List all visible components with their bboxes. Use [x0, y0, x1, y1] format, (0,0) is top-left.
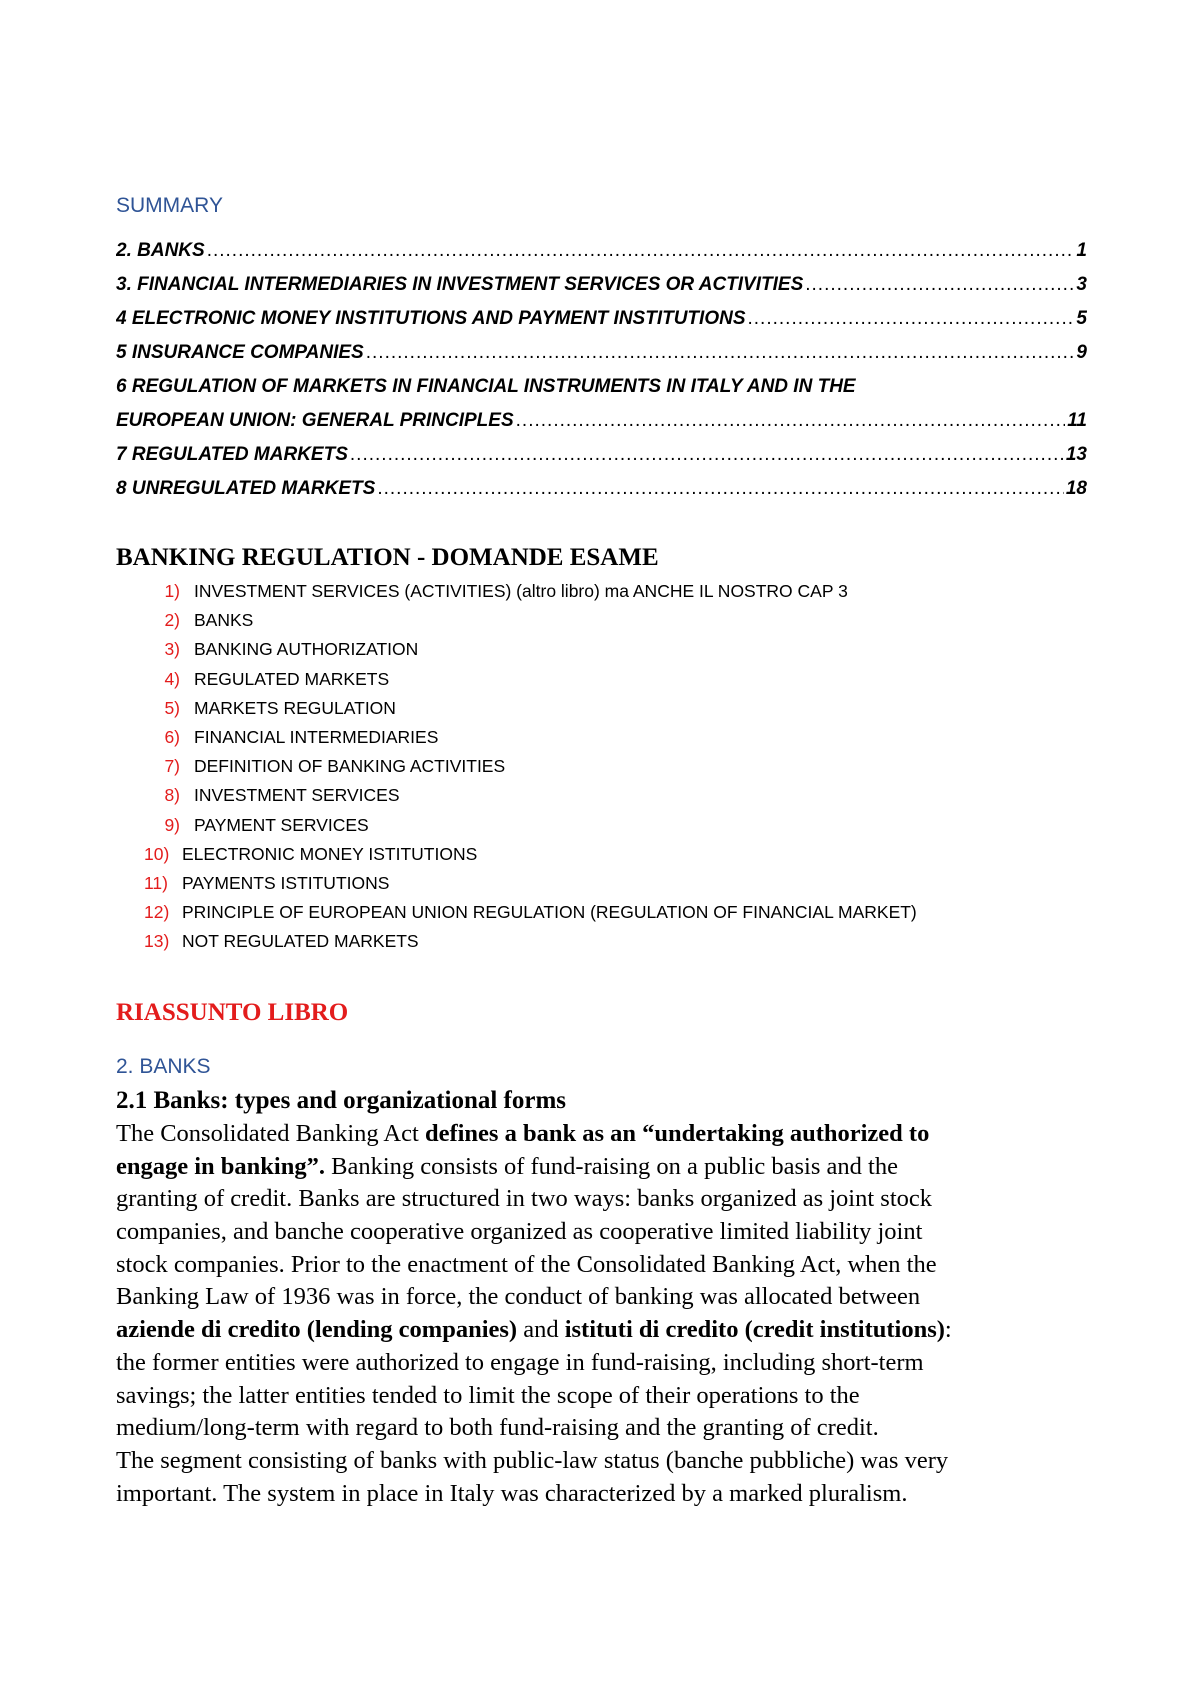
text-run: : [944, 1316, 952, 1344]
text-line [116, 1314, 1096, 1347]
list-item-number: 3) [164, 639, 180, 660]
list-item-number: 2) [164, 610, 180, 631]
toc-leader-dots [377, 472, 1064, 506]
text-line: the former entities were authorized to engage in fund-raising, including short-term [116, 1348, 924, 1376]
list-item-number: 7) [164, 756, 180, 777]
toc-entry-title: 5 INSURANCE COMPANIES [116, 342, 364, 363]
summary-book-title: RIASSUNTO LIBRO [116, 999, 349, 1026]
list-item-number: 6) [164, 726, 180, 747]
bold-text: istituti di credito (credit institutions) [564, 1316, 945, 1344]
list-item-number: 13) [144, 931, 170, 952]
toc-entry-title: 4 ELECTRONIC MONEY INSTITUTIONS AND PAYMENT INSTITUTIONS [116, 308, 746, 329]
text-line: savings; the latter entities tended to limit the scope of their operations to the [116, 1381, 860, 1409]
list-item-number: 12) [144, 902, 170, 923]
list-item-text: FINANCIAL INTERMEDIARIES [194, 726, 439, 747]
toc-leader-dots [805, 268, 1074, 302]
list-item [144, 752, 917, 781]
list-item-text: PRINCIPLE OF EUROPEAN UNION REGULATION (REGULATION OF FINANCIAL MARKET) [182, 902, 917, 923]
toc-entry-title: 2. BANKS [116, 240, 205, 261]
list-item-text: DEFINITION OF BANKING ACTIVITIES [194, 756, 506, 777]
toc-entry-title-line1[interactable]: 6 REGULATION OF MARKETS IN FINANCIAL INSTRUMENTS IN ITALY AND IN THE [116, 376, 856, 397]
list-item-text: INVESTMENT SERVICES (ACTIVITIES) (altro libro) ma ANCHE IL NOSTRO CAP 3 [194, 581, 848, 601]
toc-entry[interactable] [116, 234, 1087, 268]
text-line: important. The system in place in Italy was characterized by a marked pluralism. [116, 1479, 908, 1507]
bold-text: aziende di credito (lending companies) [116, 1316, 518, 1344]
list-item-text: ELECTRONIC MONEY ISTITUTIONS [182, 843, 478, 864]
list-item-text: BANKS [194, 610, 254, 631]
toc-entry[interactable] [116, 438, 1087, 472]
text-line: The segment consisting of banks with public-law status (banche pubbliche) was very [116, 1446, 949, 1474]
toc-entry[interactable] [116, 404, 1087, 438]
toc-leader-dots [516, 404, 1066, 438]
toc-entry-page: 9 [1076, 342, 1087, 363]
text-line: stock companies. Prior to the enactment of the Consolidated Banking Act, when the [116, 1250, 937, 1278]
bold-text: engage in banking”. [116, 1152, 325, 1180]
toc-leader-dots [366, 336, 1075, 370]
list-item-text: MARKETS REGULATION [194, 697, 396, 718]
body-paragraph [116, 1118, 1096, 1510]
toc-entry-page: 13 [1065, 444, 1087, 465]
toc-entry-page: 5 [1076, 308, 1087, 329]
list-item-text: BANKING AUTHORIZATION [194, 639, 419, 660]
list-item [144, 811, 917, 840]
text-run: Banking consists of fund-raising on a public basis and the [325, 1152, 898, 1180]
toc-entry-page: 11 [1067, 410, 1087, 431]
text-line: Banking Law of 1936 was in force, the conduct of banking was allocated between [116, 1283, 921, 1311]
text-line: medium/long-term with regard to both fund-raising and the granting of credit. [116, 1414, 879, 1442]
chapter-heading: 2. BANKS [116, 1055, 211, 1078]
toc-entry-page: 18 [1065, 478, 1087, 499]
list-item [144, 606, 917, 635]
table-of-contents [116, 234, 1087, 506]
exam-questions-title: BANKING REGULATION - DOMANDE ESAME [116, 544, 659, 571]
list-item-text: PAYMENTS ISTITUTIONS [182, 872, 390, 893]
text-run: The Consolidated Banking Act [116, 1120, 425, 1147]
section-heading: 2.1 Banks: types and organizational forms [116, 1087, 567, 1114]
toc-entry-page: 3 [1076, 274, 1087, 295]
exam-questions-list [144, 577, 917, 956]
list-item-number: 9) [164, 814, 180, 835]
toc-entry[interactable] [116, 268, 1087, 302]
list-item-number: 4) [164, 668, 180, 689]
bold-text: defines a bank as an “undertaking authorized to [424, 1120, 930, 1147]
list-item [144, 665, 917, 694]
list-item-text: INVESTMENT SERVICES [194, 785, 400, 806]
toc-entry[interactable] [116, 336, 1087, 370]
list-item [144, 898, 917, 927]
toc-entry[interactable] [116, 302, 1087, 336]
toc-entry-title: 7 REGULATED MARKETS [116, 444, 348, 465]
list-item [144, 723, 917, 752]
toc-entry-page: 1 [1076, 240, 1087, 261]
list-item [144, 927, 917, 956]
list-item-number: 8) [164, 785, 180, 806]
list-item-number: 1) [164, 581, 180, 601]
list-item [144, 577, 917, 606]
list-item-number: 5) [164, 697, 180, 718]
toc-leader-dots [207, 234, 1075, 268]
text-run: and [517, 1316, 565, 1344]
list-item-number: 11) [144, 872, 168, 893]
toc-entry-title: EUROPEAN UNION: GENERAL PRINCIPLES [116, 410, 514, 431]
list-item-text: REGULATED MARKETS [194, 668, 390, 689]
list-item-text: PAYMENT SERVICES [194, 814, 369, 835]
list-item [144, 635, 917, 664]
toc-entry-title: 3. FINANCIAL INTERMEDIARIES IN INVESTMENT SERVICES OR ACTIVITIES [116, 274, 804, 295]
list-item [144, 840, 917, 869]
list-item [144, 781, 917, 810]
text-line: companies, and banche cooperative organized as cooperative limited liability joint [116, 1218, 923, 1246]
toc-leader-dots [748, 302, 1075, 336]
list-item-text: NOT REGULATED MARKETS [182, 931, 419, 952]
toc-entry-title: 8 UNREGULATED MARKETS [116, 478, 376, 499]
list-item [144, 694, 917, 723]
list-item-number: 10) [144, 843, 170, 864]
text-line [116, 1118, 1096, 1151]
summary-heading: SUMMARY [116, 194, 223, 217]
list-item [144, 869, 917, 898]
toc-leader-dots [350, 438, 1064, 472]
toc-entry[interactable] [116, 472, 1087, 506]
text-line [116, 1151, 1096, 1184]
text-line: granting of credit. Banks are structured in two ways: banks organized as joint stock [116, 1185, 933, 1213]
